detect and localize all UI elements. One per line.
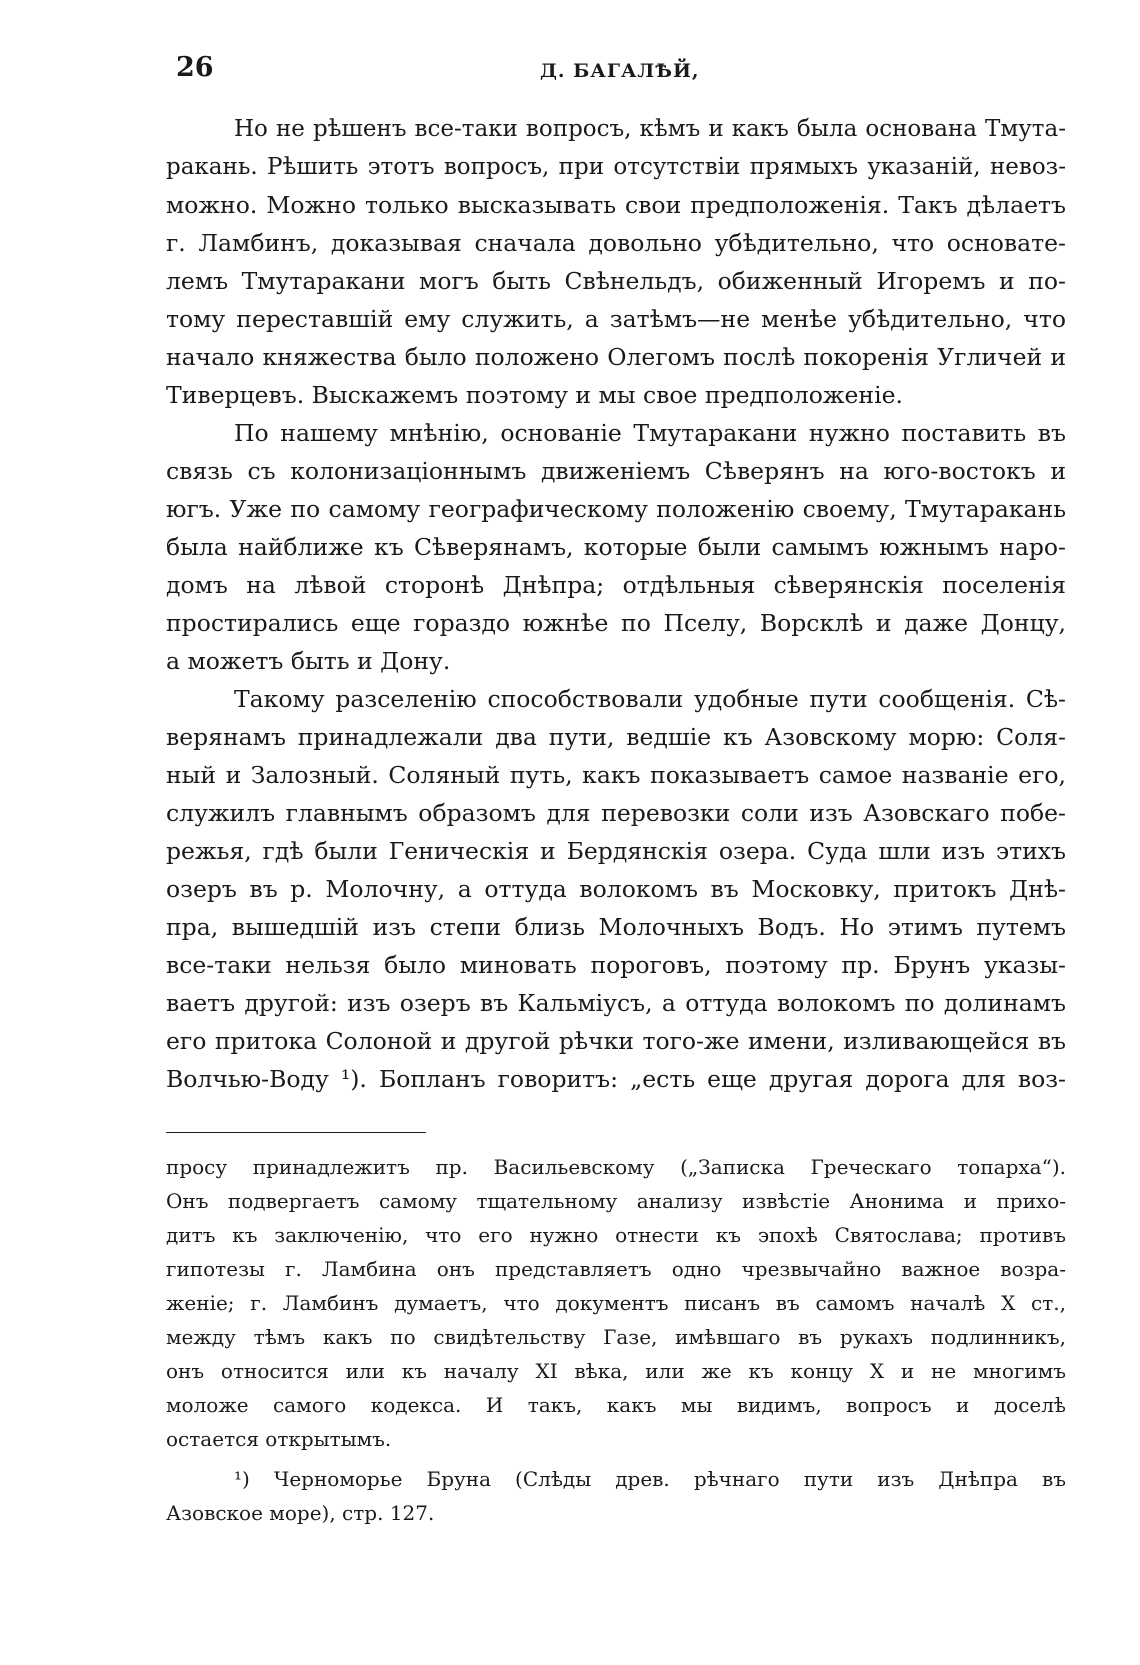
footnotes	[166, 1150, 1066, 1530]
paragraph-1	[166, 110, 1066, 414]
text-line: начало княжества было положено Олегомъ послѣ покоренія Угличей и	[166, 343, 1066, 371]
text-line: верянамъ принадлежали два пути, ведшіе къ Азовскому морю: Соля-	[166, 723, 1066, 751]
text-line: ракань. Рѣшить этотъ вопросъ, при отсутствіи прямыхъ указаній, невоз-	[166, 154, 1066, 180]
page-number: 26	[176, 52, 214, 83]
text-line: его притока Солоной и другой рѣчки того-же имени, изливающейся въ	[166, 1027, 1066, 1055]
text-line: лемъ Тмутаракани могъ быть Свѣнельдъ, обиженный Игоремъ и по-	[166, 267, 1066, 295]
text-line: а можетъ быть и Дону.	[166, 647, 451, 675]
text-line: связь съ колонизаціоннымъ движеніемъ Сѣверянъ на юго-востокъ и	[166, 457, 1066, 485]
text-line: можно. Можно только высказывать свои предположенія. Такъ дѣлаетъ	[166, 191, 1066, 219]
footnote-divider	[166, 1132, 426, 1133]
body-text	[166, 110, 1066, 1098]
text-line: ный и Залозный. Соляный путь, какъ показываетъ самое названіе его,	[166, 761, 1066, 789]
footnote-line: онъ относится или къ началу XI вѣка, или же къ концу X и не многимъ	[166, 1359, 1066, 1383]
text-line: По нашему мнѣнію, основаніе Тмутаракани нужно поставить въ	[234, 419, 1066, 447]
text-line: все-таки нельзя было миновать пороговъ, поэтому пр. Брунъ указы-	[166, 951, 1066, 979]
footnote-line: остается открытымъ.	[166, 1427, 392, 1451]
paragraph-3	[166, 680, 1066, 1098]
footnote-continued	[166, 1150, 1066, 1456]
text-line: югъ. Уже по самому географическому положенію своему, Тмутаракань	[166, 495, 1066, 523]
text-line: домъ на лѣвой сторонѣ Днѣпра; отдѣльныя сѣверянскія поселенія	[166, 571, 1066, 599]
footnote-1	[166, 1462, 1066, 1530]
footnote-line: просу принадлежитъ пр. Васильевскому („Записка Греческаго топарха“).	[166, 1155, 1066, 1179]
footnote-line: женіе; г. Ламбинъ думаетъ, что документъ писанъ въ самомъ началѣ X ст.,	[166, 1291, 1066, 1315]
paragraph-2	[166, 414, 1066, 680]
footnote-line: дитъ къ заключенію, что его нужно отнести къ эпохѣ Святослава; противъ	[166, 1223, 1066, 1247]
footnote-line: между тѣмъ какъ по свидѣтельству Газе, имѣвшаго въ рукахъ подлинникъ,	[166, 1325, 1066, 1349]
text-line: Тиверцевъ. Выскажемъ поэтому и мы свое предположеніе.	[166, 381, 903, 409]
text-line: Такому разселенію способствовали удобные пути сообщенія. Сѣ-	[234, 685, 1066, 713]
text-line: была найближе къ Сѣверянамъ, которые были самымъ южнымъ наро-	[166, 533, 1066, 561]
text-line: Но не рѣшенъ все-таки вопросъ, кѣмъ и какъ была основана Тмута-	[234, 116, 1066, 142]
footnote-line: моложе самого кодекса. И такъ, какъ мы видимъ, вопросъ и доселѣ	[166, 1393, 1066, 1417]
footnote-line: Азовское море), стр. 127.	[166, 1501, 435, 1525]
footnote-line: ¹) Черноморье Бруна (Слѣды древ. рѣчнаго пути изъ Днѣпра въ	[234, 1467, 1066, 1491]
text-line: режья, гдѣ были Геническія и Бердянскія озера. Суда шли изъ этихъ	[166, 837, 1066, 865]
footnote-line: Онъ подвергаетъ самому тщательному анализу извѣстіе Анонима и прихо-	[166, 1189, 1066, 1213]
text-line: озеръ въ р. Молочну, а оттуда волокомъ въ Московку, притокъ Днѣ-	[166, 875, 1066, 903]
text-line: ваетъ другой: изъ озеръ въ Кальміусъ, а оттуда волокомъ по долинамъ	[166, 989, 1066, 1017]
text-line: тому переставшій ему служить, а затѣмъ—не менѣе убѣдительно, что	[166, 305, 1066, 333]
text-line: простирались еще гораздо южнѣе по Пселу, Ворсклѣ и даже Донцу,	[166, 609, 1066, 637]
running-head: Д. БАГАЛѢЙ,	[540, 60, 700, 82]
text-line: пра, вышедшій изъ степи близь Молочныхъ Водъ. Но этимъ путемъ	[166, 913, 1066, 941]
text-line: Волчью-Воду ¹). Бопланъ говоритъ: „есть еще другая дорога для воз-	[166, 1065, 1066, 1093]
footnote-line: гипотезы г. Ламбина онъ представляетъ одно чрезвычайно важное возра-	[166, 1257, 1066, 1281]
text-line: г. Ламбинъ, доказывая сначала довольно убѣдительно, что основате-	[166, 229, 1066, 257]
text-line: служилъ главнымъ образомъ для перевозки соли изъ Азовскаго побе-	[166, 799, 1066, 827]
